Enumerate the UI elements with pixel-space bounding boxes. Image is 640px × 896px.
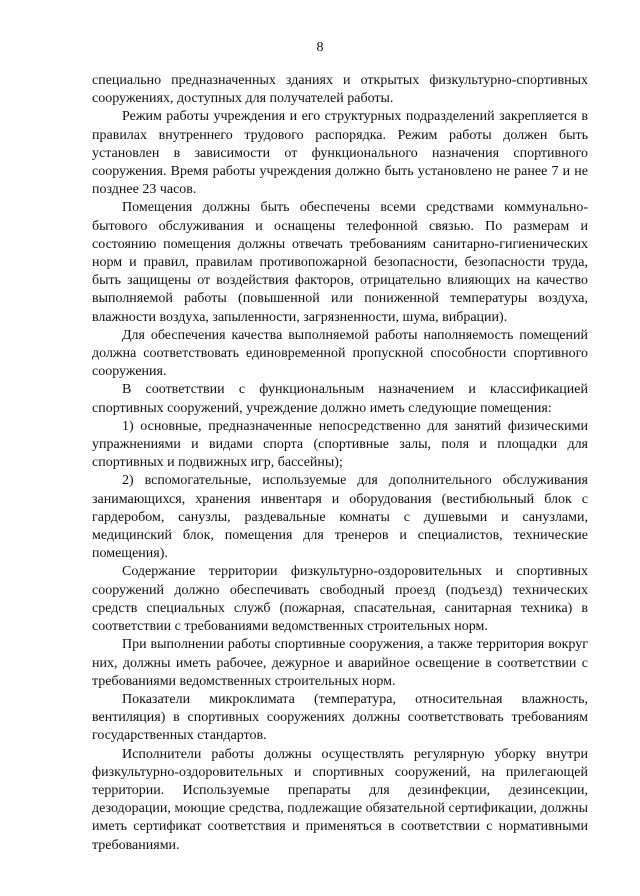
paragraph-capacity: Для обеспечения качества выполняемой работы наполняемость помещений должна соответствовать единовременной пропускной способности спортивного сооружения. xyxy=(92,327,588,380)
page-number: 8 xyxy=(316,40,324,55)
paragraph-classification: В соответствии с функциональным назначением и классификацией спортивных сооружений, учреждение должно иметь следующие помещения: xyxy=(92,382,588,416)
paragraph-microclimate: Показатели микроклимата (температура, относительная влажность, вентиляция) в спортивных сооружениях должны соответствовать требованиям государственных стандартов. xyxy=(92,691,588,744)
document-body xyxy=(92,72,588,855)
paragraph-cleaning: Исполнители работы должны осуществлять регулярную уборку внутри физкультурно-оздоровительных и спортивных сооружений, на прилегающей территории. Используемые препараты для дезинфекции, дезинсекции, дезодорации, моющие средства, подлежащие обязательной сертификации, должны иметь сертификат соответствия и применяться в соответствии с нормативными требованиями. xyxy=(92,746,588,853)
list-item-main-premises: 1) основные, предназначенные непосредственно для занятий физическими упражнениями и видами спорта (спортивные залы, поля и площадки для спортивных и подвижных игр, бассейны); xyxy=(92,418,588,471)
paragraph-lighting: При выполнении работы спортивные сооружения, а также территория вокруг них, должны иметь рабочее, дежурное и аварийное освещение в соответствии с требованиями ведомственных строительных норм. xyxy=(92,637,588,689)
paragraph-continuation: специально предназначенных зданиях и открытых физкультурно-спортивных сооружениях, доступных для получателей работы. xyxy=(92,73,588,107)
paragraph-premises-requirements: Помещения должны быть обеспечены всеми средствами коммунально-бытового обслуживания и оснащены телефонной связью. По размерам и состоянию помещения должны отвечать требованиям санитарно-гигиенических норм и правил, правилам противопожарной безопасности, безопасности труда, быть защищены от воздействия факторов, отрицательно влияющих на качество выполняемой работы (повышенной или пониженной температуры воздуха, влажности воздуха, запыленности, загрязненности, шума, вибрации). xyxy=(92,200,588,325)
list-item-auxiliary-premises: 2) вспомогательные, используемые для дополнительного обслуживания занимающихся, хранения инвентаря и оборудования (вестибюльный блок с гардеробом, санузлы, раздевальные комнаты с душевыми и санузлами, медицинский блок, помещения для тренеров и специалистов, технические помещения). xyxy=(92,473,588,562)
paragraph-work-schedule: Режим работы учреждения и его структурных подразделений закрепляется в правилах внутреннего трудового распорядка. Режим работы должен быть установлен в зависимости от функционального назначения спортивного сооружения. Время работы учреждения должно быть установлено не ранее 7 и не позднее 23 часов. xyxy=(92,109,588,198)
paragraph-territory: Содержание территории физкультурно-оздоровительных и спортивных сооружений должно обеспечивать свободный проезд (подъезд) технических средств специальных служб (пожарная, спасательная, санитарная техника) в соответствии с требованиями ведомственных строительных норм. xyxy=(92,564,588,635)
